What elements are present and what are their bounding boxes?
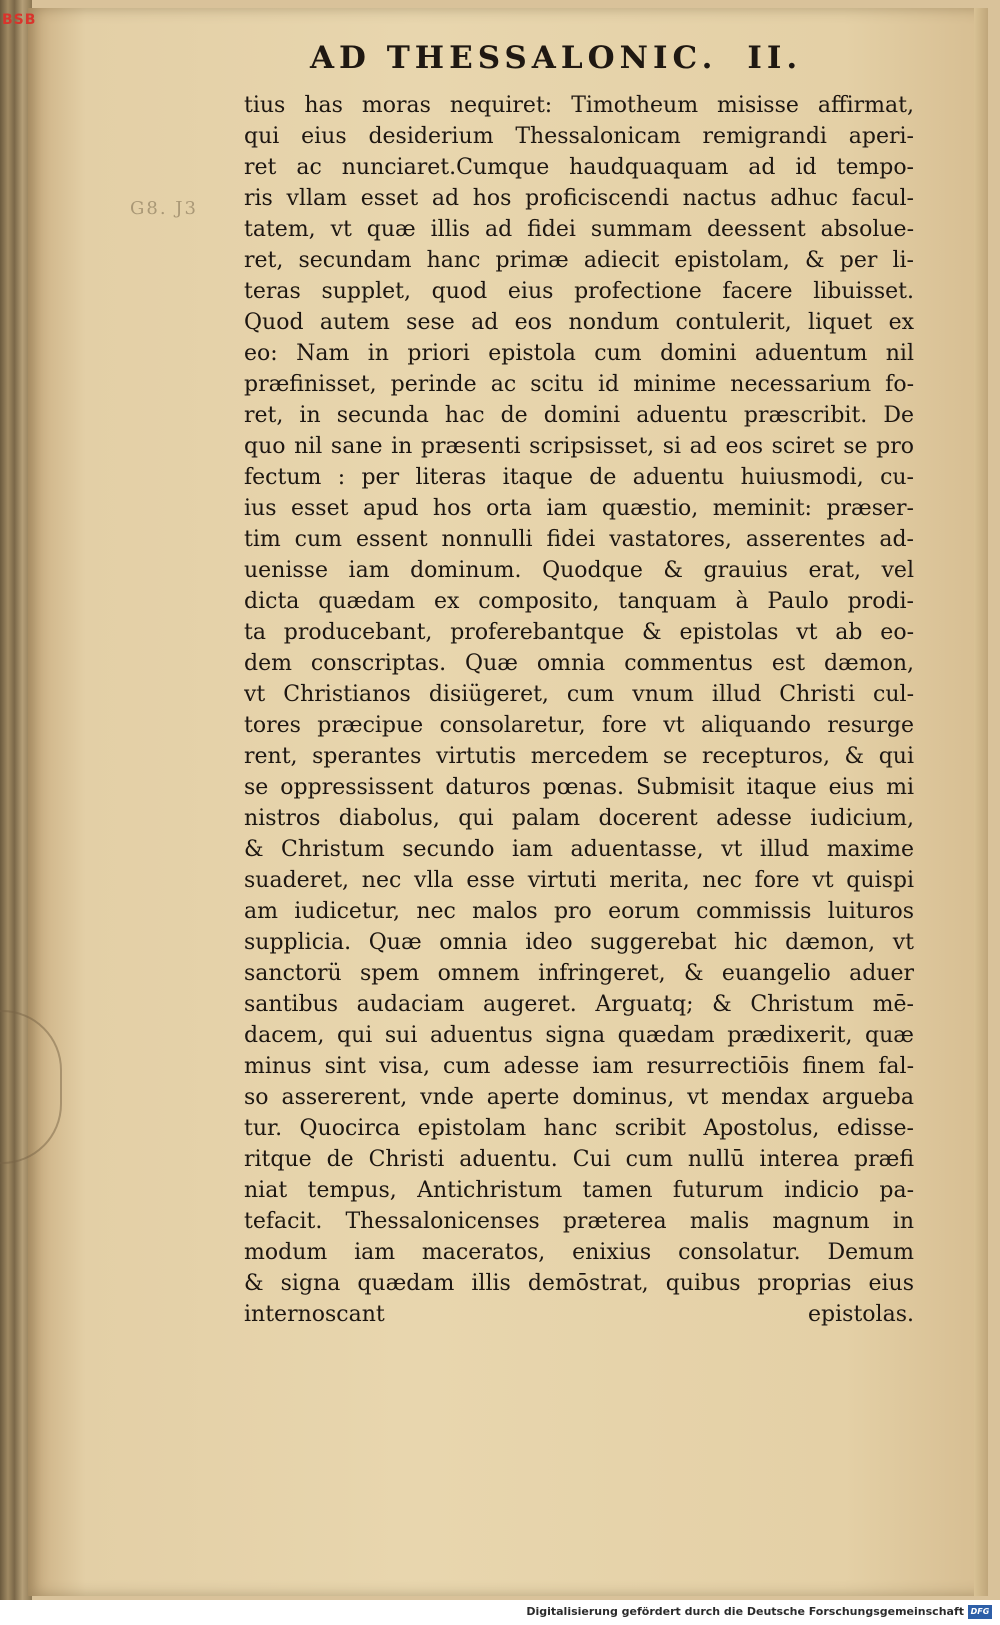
text-line: ret ac nunciaret.Cumque haudquaquam ad id tempo- [244, 155, 914, 180]
text-line: sanctorü spem omnem infringeret, & euangelio aduer [244, 961, 914, 986]
footer-bar [0, 1600, 1000, 1625]
text-line: ris vllam esset ad hos proficiscendi nactus adhuc facul- [244, 186, 914, 211]
text-line: ta producebant, proferebantque & epistolas vt ab eo- [244, 620, 914, 645]
margin-note: G8. J3 [130, 198, 198, 219]
funding-credit: Digitalisierung gefördert durch die Deutsche Forschungsgemeinschaft [526, 1605, 964, 1618]
text-line: ritque de Christi aduentu. Cui cum nullū interea præfi [244, 1147, 914, 1172]
text-line: rent, sperantes virtutis mercedem se recepturos, & qui [244, 744, 914, 769]
dfg-logo: DFG [968, 1605, 992, 1619]
text-line: so assererent, vnde aperte dominus, vt mendax argueba [244, 1085, 914, 1110]
text-line: vt Christianos disiügeret, cum vnum illud Christi cul- [244, 682, 914, 707]
text-line: Quod autem sese ad eos nondum contulerit, liquet ex [244, 310, 914, 335]
text-line: minus sint visa, cum adesse iam resurrectiōis finem fal- [244, 1054, 914, 1079]
running-head [310, 40, 870, 76]
text-line: modum iam maceratos, enixius consolatur. Demum [244, 1240, 914, 1265]
text-line: tores præcipue consolaretur, fore vt aliquando resurge [244, 713, 914, 738]
text-line: ret, secundam hanc primæ adiecit epistolam, & per li- [244, 248, 914, 273]
text-line: ius esset apud hos orta iam quæstio, meminit: præser- [244, 496, 914, 521]
folio-number: II. [747, 40, 803, 76]
text-line: & Christum secundo iam aduentasse, vt illud maxime [244, 837, 914, 862]
text-line: tim cum essent nonnulli fidei vastatores, asserentes ad- [244, 527, 914, 552]
text-line: santibus audaciam augeret. Arguatq; & Christum mē- [244, 992, 914, 1017]
text-line: dacem, qui sui aduentus signa quædam prædixerit, quæ [244, 1023, 914, 1048]
library-stamp: BSB [2, 12, 37, 28]
text-line: fectum : per literas itaque de aduentu huiusmodi, cu- [244, 465, 914, 490]
text-line: ret, in secunda hac de domini aduentu præscribit. De [244, 403, 914, 428]
text-line: uenisse iam dominum. Quodque & grauius erat, vel [244, 558, 914, 583]
text-line: eo: Nam in priori epistola cum domini aduentum nil [244, 341, 914, 366]
text-line: tur. Quocirca epistolam hanc scribit Apostolus, edisse- [244, 1116, 914, 1141]
text-line: teras supplet, quod eius profectione facere libuisset. [244, 279, 914, 304]
body-text [244, 90, 914, 1330]
text-line: dicta quædam ex composito, tanquam à Paulo prodi- [244, 589, 914, 614]
text-line: qui eius desiderium Thessalonicam remigrandi aperi- [244, 124, 914, 149]
text-line: dem conscriptas. Quæ omnia commentus est dæmon, [244, 651, 914, 676]
page-fore-edge [974, 8, 988, 1596]
text-line: & signa quædam illis demōstrat, quibus proprias eius [244, 1271, 914, 1296]
text-line: supplicia. Quæ omnia ideo suggerebat hic dæmon, vt [244, 930, 914, 955]
text-line: nistros diabolus, qui palam docerent adesse iudicium, [244, 806, 914, 831]
text-line: niat tempus, Antichristum tamen futurum indicio pa- [244, 1178, 914, 1203]
text-line: tatem, vt quæ illis ad fidei summam deessent absolue- [244, 217, 914, 242]
text-line: internoscant epistolas. [244, 1302, 914, 1327]
text-line: se oppressissent daturos pœnas. Submisit itaque eius mi [244, 775, 914, 800]
text-line: præfinisset, perinde ac scitu id minime necessarium fo- [244, 372, 914, 397]
running-head-title: AD THESSALONIC. [310, 40, 718, 76]
text-line: am iudicetur, nec malos pro eorum commissis luituros [244, 899, 914, 924]
text-line: tefacit. Thessalonicenses præterea malis magnum in [244, 1209, 914, 1234]
text-line: tius has moras nequiret: Timotheum misisse affirmat, [244, 93, 914, 118]
text-line: quo nil sane in præsenti scripsisset, si ad eos sciret se pro [244, 434, 914, 459]
text-line: suaderet, nec vlla esse virtuti merita, nec fore vt quispi [244, 868, 914, 893]
